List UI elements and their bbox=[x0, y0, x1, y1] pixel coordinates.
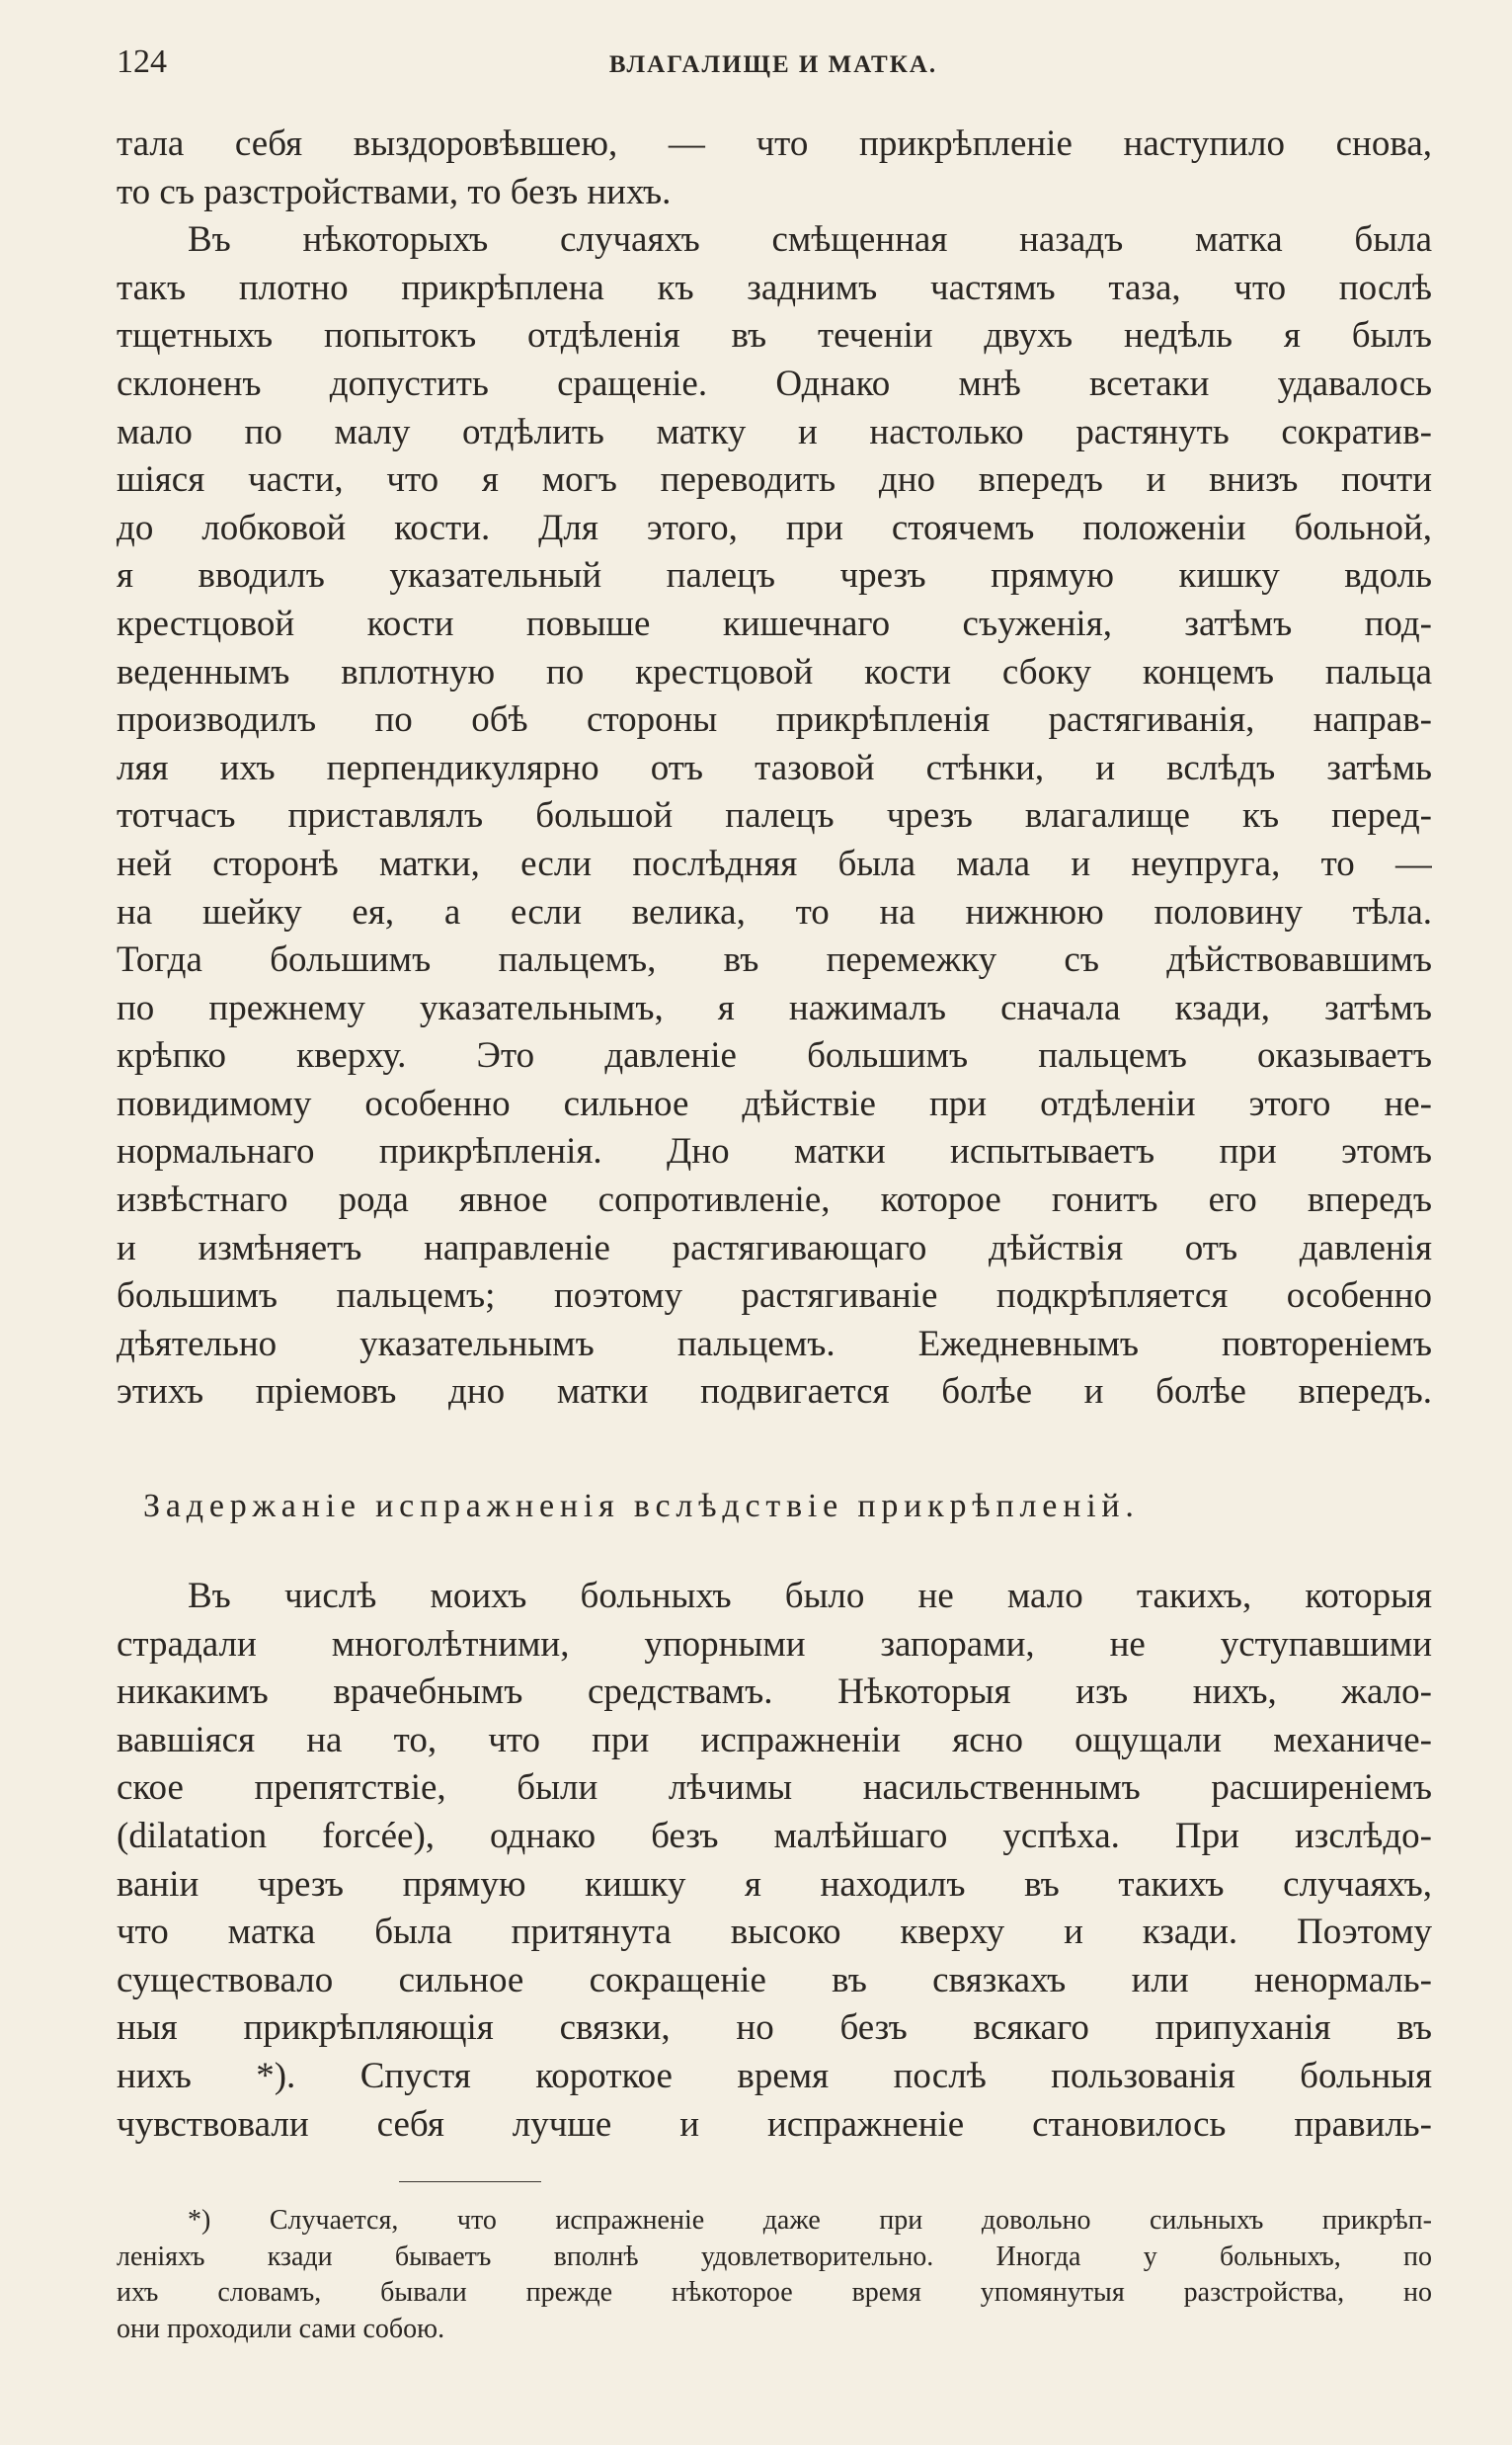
footnote-line: ихъ словамъ, бывали прежде нѣкоторое время упомянутыя разстройства, но bbox=[117, 2277, 1432, 2308]
paragraph-1 bbox=[117, 121, 1432, 216]
text-line: страдали многолѣтними, упорными запорами, не уступавшими bbox=[117, 1623, 1432, 1665]
footnote-line: они проходили сами собою. bbox=[117, 2313, 445, 2344]
text-line: такъ плотно прикрѣплена къ заднимъ частямъ таза, что послѣ bbox=[117, 267, 1432, 308]
text-line: производилъ по обѣ стороны прикрѣпленія растягиванія, направ- bbox=[117, 699, 1432, 741]
text-line: повидимому особенно сильное дѣйствіе при отдѣленіи этого не- bbox=[117, 1083, 1432, 1124]
text-line: ваніи чрезъ прямую кишку я находилъ въ такихъ случаяхъ, bbox=[117, 1863, 1432, 1905]
main-text bbox=[117, 121, 1432, 1417]
text-line: шіяся части, что я могъ переводить дно впередъ и внизъ почти bbox=[117, 459, 1432, 501]
text-line: тотчасъ приставлялъ большой палецъ чрезъ влагалище къ перед- bbox=[117, 795, 1432, 837]
text-line: тала себя выздоровѣвшею, — что прикрѣпленіе наступило снова, bbox=[117, 123, 1432, 164]
text-line: и измѣняетъ направленіе растягивающаго дѣйствія отъ давленія bbox=[117, 1227, 1432, 1268]
text-line: я вводилъ указательный палецъ чрезъ прямую кишку вдоль bbox=[117, 555, 1432, 597]
footnote-divider bbox=[399, 2181, 541, 2182]
text-line: нихъ *). Спустя короткое время послѣ пользованія больныя bbox=[117, 2055, 1432, 2096]
text-line: этихъ пріемовъ дно матки подвигается болѣе и болѣе впередъ. bbox=[117, 1371, 1432, 1413]
page-number: 124 bbox=[117, 43, 167, 80]
text-line: склоненъ допустить сращеніе. Однако мнѣ всетаки удавалось bbox=[117, 363, 1432, 404]
text-line: ней сторонѣ матки, если послѣдняя была мала и неупруга, то — bbox=[117, 843, 1432, 884]
text-line: вавшіяся на то, что при испражненіи ясно ощущали механиче- bbox=[117, 1719, 1432, 1760]
footnote-line: *) Случается, что испражненіе даже при довольно сильныхъ прикрѣп- bbox=[188, 2205, 1432, 2236]
text-line: что матка была притянута высоко кверху и кзади. Поэтому bbox=[117, 1912, 1432, 1953]
text-line: никакимъ врачебнымъ средствамъ. Нѣкоторыя изъ нихъ, жало- bbox=[117, 1671, 1432, 1713]
paragraph-2 bbox=[117, 216, 1432, 1417]
text-line: Въ нѣкоторыхъ случаяхъ смѣщенная назадъ матка была bbox=[188, 219, 1432, 261]
text-line: тщетныхъ попытокъ отдѣленія въ теченіи двухъ недѣль я былъ bbox=[117, 315, 1432, 357]
text-line: по прежнему указательнымъ, я нажималъ сначала кзади, затѣмъ bbox=[117, 987, 1432, 1028]
page-header bbox=[117, 43, 1430, 83]
text-line: нормальнаго прикрѣпленія. Дно матки испытываетъ при этомъ bbox=[117, 1131, 1432, 1173]
text-line: (dilatation forcée), однако безъ малѣйшаго успѣха. При изслѣдо- bbox=[117, 1815, 1432, 1856]
paragraph-3 bbox=[117, 1573, 1432, 2149]
text-line: большимъ пальцемъ; поэтому растягиваніе подкрѣпляется особенно bbox=[117, 1275, 1432, 1317]
text-line: извѣстнаго рода явное сопротивленіе, которое гонитъ его впередъ bbox=[117, 1180, 1432, 1221]
section-heading: Задержаніе испражненія вслѣдствіе прикрѣпленій. bbox=[143, 1488, 1140, 1524]
text-line: крѣпко кверху. Это давленіе большимъ пальцемъ оказываетъ bbox=[117, 1035, 1432, 1077]
text-line: существовало сильное сокращеніе въ связкахъ или ненормаль- bbox=[117, 1959, 1432, 2000]
text-line: ныя прикрѣпляющія связки, но безъ всякаго припуханія въ bbox=[117, 2007, 1432, 2049]
footnote-line: леніяхъ кзади бываетъ вполнѣ удовлетворительно. Иногда у больныхъ, по bbox=[117, 2241, 1432, 2272]
text-line: ское препятствіе, были лѣчимы насильственнымъ расширеніемъ bbox=[117, 1767, 1432, 1809]
running-title: ВЛАГАЛИЩЕ И МАТКА. bbox=[608, 51, 938, 78]
text-line: веденнымъ вплотную по крестцовой кости сбоку концемъ пальца bbox=[117, 651, 1432, 693]
text-line: ляя ихъ перпендикулярно отъ тазовой стѣнки, и вслѣдъ затѣмь bbox=[117, 747, 1432, 788]
text-line: то съ разстройствами, то безъ нихъ. bbox=[117, 171, 672, 212]
text-line: Въ числѣ моихъ больныхъ было не мало такихъ, которыя bbox=[188, 1576, 1432, 1616]
text-line: на шейку ея, а если велика, то на нижнюю половину тѣла. bbox=[117, 891, 1432, 933]
text-line: дѣятельно указательнымъ пальцемъ. Ежедневнымъ повтореніемъ bbox=[117, 1323, 1432, 1364]
text-line: крестцовой кости повыше кишечнаго съуженія, затѣмъ под- bbox=[117, 603, 1432, 644]
text-line: Тогда большимъ пальцемъ, въ перемежку съ дѣйствовавшимъ bbox=[117, 939, 1432, 981]
footnote bbox=[117, 2203, 1432, 2347]
text-line: мало по малу отдѣлить матку и настолько растянуть сократив- bbox=[117, 411, 1432, 452]
text-line: до лобковой кости. Для этого, при стоячемъ положеніи больной, bbox=[117, 507, 1432, 548]
text-line: чувствовали себя лучше и испражненіе становилось правиль- bbox=[117, 2103, 1432, 2145]
